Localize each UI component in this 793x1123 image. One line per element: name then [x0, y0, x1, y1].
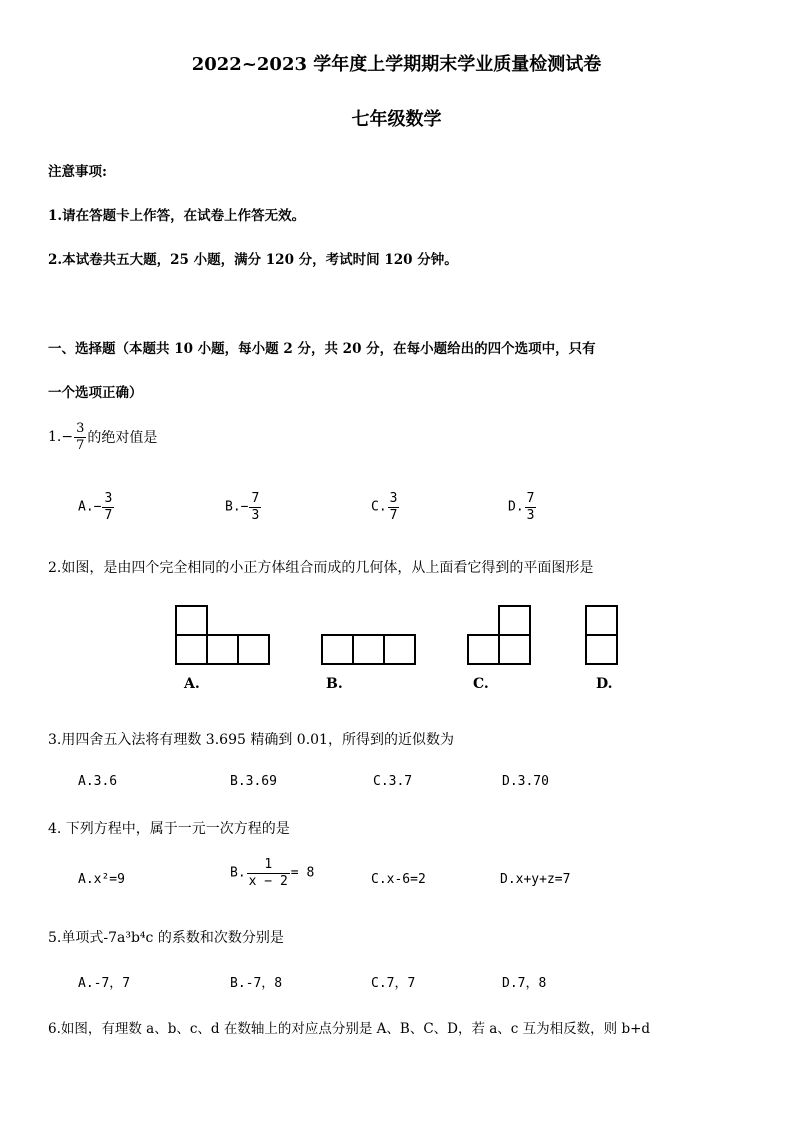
q1-option-c[interactable] [371, 492, 400, 522]
question-5: 5.单项式-7a³b⁴c 的系数和次数分别是 [48, 930, 284, 946]
option-sign: − [240, 499, 249, 515]
q1-option-b[interactable] [225, 492, 262, 522]
q3-option-b[interactable]: B.3.69 [230, 774, 277, 789]
question-1-fraction [74, 422, 86, 452]
q4-option-c[interactable]: C.x-6=2 [371, 872, 426, 887]
q1-option-d[interactable] [508, 492, 537, 522]
q4-option-d[interactable]: D.x+y+z=7 [500, 872, 571, 887]
fraction-numerator: 7 [251, 491, 260, 506]
fraction-denominator: 3 [251, 507, 260, 523]
q2-figure-d[interactable] [580, 600, 630, 670]
q3-option-a[interactable]: A.3.6 [78, 774, 118, 789]
q2-figure-a[interactable] [170, 600, 280, 670]
q2-label-a: A. [184, 676, 200, 692]
notice-item-2: 2.本试卷共五大题，25 小题，满分 120 分，考试时间 120 分钟。 [48, 252, 458, 268]
q2-figure-b[interactable] [316, 600, 426, 670]
exam-title: 2022~2023 学年度上学期期末学业质量检测试卷 [191, 54, 602, 75]
option-b-rest: = 8 [290, 865, 315, 881]
fraction-numerator: 1 [264, 857, 273, 872]
option-label: B. [225, 499, 241, 515]
question-1-sign: − [61, 429, 74, 446]
option-sign: − [93, 499, 102, 515]
q2-label-d: D. [596, 676, 613, 692]
q1-option-a[interactable] [78, 492, 115, 522]
q4-option-a[interactable]: A.x²=9 [78, 872, 125, 887]
option-label: D. [508, 499, 524, 515]
question-1-text: 的绝对值是 [87, 430, 158, 447]
notice-heading: 注意事项: [48, 164, 107, 180]
fraction-numerator: 3 [104, 491, 113, 506]
question-1-number: 1. [48, 429, 62, 446]
q3-option-c[interactable]: C.3.7 [373, 774, 413, 789]
q5-option-c[interactable]: C.7，7 [371, 976, 416, 991]
option-label: A. [78, 499, 94, 515]
q5-option-d[interactable]: D.7，8 [502, 976, 547, 991]
question-4: 4. 下列方程中，属于一元一次方程的是 [48, 821, 290, 837]
section-heading-line-1: 一、选择题（本题共 10 小题，每小题 2 分，共 20 分，在每小题给出的四个选项中，只有 [48, 341, 596, 357]
section-heading-line-2: 一个选项正确） [48, 385, 143, 401]
notice-item-1: 1.请在答题卡上作答，在试卷上作答无效。 [48, 208, 306, 224]
question-2: 2.如图，是由四个完全相同的小正方体组合而成的几何体，从上面看它得到的平面图形是 [48, 560, 594, 576]
exam-subtitle: 七年级数学 [351, 109, 442, 130]
q4-option-b[interactable] [230, 858, 314, 888]
question-1 [48, 422, 157, 452]
fraction-numerator: 7 [526, 491, 535, 506]
q5-option-b[interactable]: B.-7，8 [230, 976, 283, 991]
q3-option-d[interactable]: D.3.70 [502, 774, 549, 789]
fraction-denominator: 7 [389, 507, 398, 523]
fraction-denominator: 7 [76, 437, 85, 453]
fraction-numerator: 3 [389, 491, 398, 506]
fraction-denominator: 7 [104, 507, 113, 523]
question-6: 6.如图，有理数 a、b、c、d 在数轴上的对应点分别是 A、B、C、D，若 a、c 互为相反数，则 b+d [48, 1021, 651, 1037]
fraction-denominator: 3 [526, 507, 535, 523]
q2-label-b: B. [326, 676, 343, 692]
q5-option-a[interactable]: A.-7，7 [78, 976, 131, 991]
q4-option-b-fraction [247, 858, 290, 888]
fraction-numerator: 3 [76, 421, 85, 436]
fraction-denominator: x − 2 [248, 873, 288, 889]
q2-figure-c[interactable] [462, 600, 542, 670]
option-label: B. [230, 865, 246, 881]
q2-label-c: C. [473, 676, 489, 692]
question-3: 3.用四舍五入法将有理数 3.695 精确到 0.01，所得到的近似数为 [48, 732, 454, 748]
option-label: C. [371, 499, 387, 515]
